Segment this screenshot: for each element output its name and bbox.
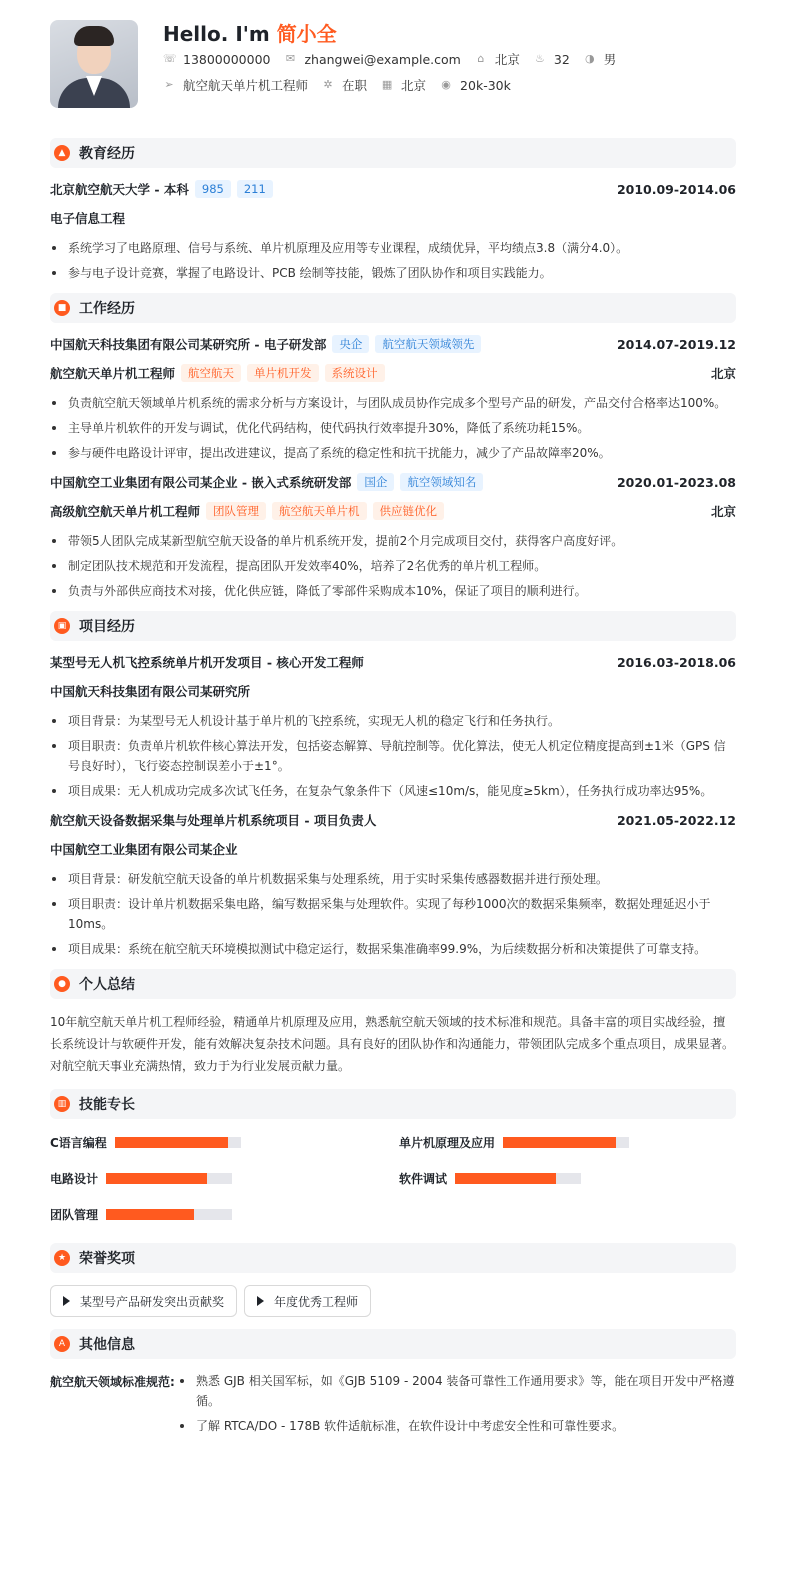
age: ♨ 32 (534, 51, 570, 67)
role-tag: 单片机开发 (247, 364, 319, 382)
skill-name: C语言编程 (50, 1135, 107, 1150)
project-bullets (50, 869, 736, 959)
skill-item (399, 1131, 736, 1153)
skill-item (50, 1131, 399, 1153)
company-tag: 国企 (357, 473, 394, 491)
list-item: 系统学习了电路原理、信号与系统、单片机原理及应用等专业课程，成绩优异，平均绩点3.8（满分4.0）。 (50, 238, 736, 258)
project-name: 航空航天设备数据采集与处理单片机系统项目 - 项目负责人 (50, 813, 377, 828)
medal-icon: ★ (54, 1250, 70, 1266)
company-name: 中国航天科技集团有限公司某研究所 - 电子研发部 (50, 337, 327, 352)
gender: ◑ 男 (584, 52, 617, 67)
list-item: 制定团队技术规范和开发流程，提高团队开发效率40%，培养了2名优秀的单片机工程师。 (50, 556, 736, 576)
skill-bar-fill (115, 1137, 228, 1148)
greeting: Hello. I'm 简小全 (163, 22, 337, 46)
other-bullets (178, 1371, 736, 1441)
role-title: 航空航天单片机工程师 (50, 366, 176, 381)
gender-icon: ◑ (584, 52, 595, 65)
skill-bar (106, 1173, 232, 1184)
honor-item[interactable]: 某型号产品研发突出贡献奖 (50, 1285, 237, 1317)
text-icon: A (54, 1336, 70, 1352)
major: 电子信息工程 (50, 211, 126, 226)
other-key: 航空航天领域标准规范: (50, 1375, 175, 1389)
section-skills: ▥ 技能专长 (50, 1089, 736, 1119)
status-icon: ✲ (323, 78, 333, 91)
section-education: ▲ 教育经历 (50, 138, 736, 168)
project-name: 某型号无人机飞控系统单片机开发项目 - 核心开发工程师 (50, 655, 364, 670)
skill-bar-fill (106, 1173, 207, 1184)
grid-icon: ▣ (54, 618, 70, 634)
role-title: 高级航空航天单片机工程师 (50, 504, 201, 519)
work-date: 2020.01-2023.08 (616, 474, 736, 490)
list-item: 项目成果：系统在航空航天环境模拟测试中稳定运行，数据采集准确率99.9%，为后续数据分析和决策提供了可靠支持。 (50, 939, 736, 959)
email: ✉ zhangwei@example.com (285, 51, 461, 67)
education-bullets (50, 238, 736, 283)
skill-bar-fill (455, 1173, 556, 1184)
role-tag: 团队管理 (206, 502, 266, 520)
skill-name: 团队管理 (50, 1207, 99, 1222)
education-date: 2010.09-2014.06 (616, 181, 736, 197)
play-icon (257, 1296, 264, 1306)
work-city: 北京 (710, 504, 736, 519)
list-item: 项目背景：为某型号无人机设计基于单片机的飞控系统，实现无人机的稳定飞行和任务执行。 (50, 711, 736, 731)
person-icon: ● (54, 976, 70, 992)
skill-name: 单片机原理及应用 (399, 1135, 496, 1150)
company-tag: 航空航天领域领先 (375, 335, 481, 353)
skill-item (50, 1203, 399, 1225)
work-entry (50, 335, 736, 463)
section-summary: ● 个人总结 (50, 969, 736, 999)
section-work: ■ 工作经历 (50, 293, 736, 323)
job-title: ➢ 航空航天单片机工程师 (164, 78, 309, 93)
project-bullets (50, 711, 736, 801)
graduation-cap-icon: ▲ (54, 145, 70, 161)
building-icon: ▦ (381, 78, 393, 91)
project-org: 中国航空工业集团有限公司某企业 (50, 842, 238, 857)
skill-bar-fill (106, 1209, 194, 1220)
mail-icon: ✉ (285, 52, 296, 65)
skill-item (50, 1167, 399, 1189)
project-entry (50, 653, 736, 801)
company-name: 中国航空工业集团有限公司某企业 - 嵌入式系统研发部 (50, 475, 352, 490)
list-item: 参与硬件电路设计评审，提出改进建议，提高了系统的稳定性和抗干扰能力，减少了产品故障率20%。 (50, 443, 736, 463)
skill-bar (455, 1173, 581, 1184)
honors-list (50, 1285, 736, 1317)
skill-bar-fill (503, 1137, 616, 1148)
project-date: 2021.05-2022.12 (616, 812, 736, 828)
job-row (163, 72, 736, 98)
work-date: 2014.07-2019.12 (616, 336, 736, 352)
work-city: ▦ 北京 (381, 78, 427, 93)
summary-text: 10年航空航天单片机工程师经验，精通单片机原理及应用，熟悉航空航天领域的技术标准和规范。具备丰富的项目实战经验，擅长系统设计与软硬件开发，能有效解决复杂技术问题。具有良好的团队协作和沟通能力，带领团队完成多个重点项目，成果显著。对航空航天事业充满热情，致力于为行业发展贡献力量。 (50, 1015, 735, 1073)
resume-header (50, 18, 736, 124)
bar-chart-icon: ▥ (54, 1096, 70, 1112)
project-entry (50, 811, 736, 959)
skill-bar (115, 1137, 241, 1148)
candidate-name: 简小全 (276, 22, 337, 46)
company-tag: 央企 (332, 335, 369, 353)
work-bullets (50, 531, 736, 601)
role-tag: 系统设计 (325, 364, 385, 382)
company-tag: 航空领域知名 (400, 473, 483, 491)
skill-name: 电路设计 (50, 1171, 99, 1186)
home-icon: ⌂ (477, 52, 485, 65)
role-tag: 供应链优化 (373, 502, 445, 520)
list-item: 负责航空航天领域单片机系统的需求分析与方案设计，与团队成员协作完成多个型号产品的研发，产品交付合格率达100%。 (50, 393, 736, 413)
cake-icon: ♨ (534, 52, 545, 65)
avatar (50, 20, 138, 108)
list-item: 项目成果：无人机成功完成多次试飞任务，在复杂气象条件下（风速≤10m/s，能见度≥5km），任务执行成功率达95%。 (50, 781, 736, 801)
phone: ☏ 13800000000 (163, 51, 271, 67)
section-projects: ▣ 项目经历 (50, 611, 736, 641)
briefcase-icon: ■ (54, 300, 70, 316)
work-bullets (50, 393, 736, 463)
skills-grid (50, 1131, 736, 1225)
skill-bar (503, 1137, 629, 1148)
list-item: 项目背景：研发航空航天设备的单片机数据采集与处理系统，用于实时采集传感器数据并进行预处理。 (50, 869, 736, 889)
salary: ◉ 20k-30k (441, 77, 511, 93)
role-tag: 航空航天 (181, 364, 241, 382)
project-date: 2016.03-2018.06 (616, 654, 736, 670)
header-info (163, 18, 736, 124)
job-status: ✲ 在职 (323, 78, 368, 93)
phone-icon: ☏ (163, 52, 177, 65)
list-item: 主导单片机软件的开发与调试，优化代码结构，使代码执行效率提升30%，降低了系统功耗15%。 (50, 418, 736, 438)
coin-icon: ◉ (441, 78, 451, 91)
school-tag: 211 (237, 180, 273, 198)
skill-name: 软件调试 (399, 1171, 448, 1186)
list-item: 参与电子设计竞赛，掌握了电路设计、PCB 绘制等技能，锻炼了团队协作和项目实践能力。 (50, 263, 736, 283)
section-other: A 其他信息 (50, 1329, 736, 1359)
contact-row (163, 46, 736, 72)
list-item: 负责与外部供应商技术对接，优化供应链，降低了零部件采购成本10%，保证了项目的顺利进行。 (50, 581, 736, 601)
work-entry (50, 473, 736, 601)
section-honors: ★ 荣誉奖项 (50, 1243, 736, 1273)
list-item: 项目职责：负责单片机软件核心算法开发，包括姿态解算、导航控制等。优化算法，使无人机定位精度提高到±1米（GPS 信号良好时），飞行姿态控制误差小于±1°。 (50, 736, 736, 776)
honor-item[interactable]: 年度优秀工程师 (244, 1285, 371, 1317)
school-tag: 985 (195, 180, 231, 198)
work-city: 北京 (710, 366, 736, 381)
project-org: 中国航天科技集团有限公司某研究所 (50, 684, 251, 699)
list-item: 熟悉 GJB 相关国军标，如《GJB 5109 - 2004 装备可靠性工作通用要求》等，能在项目开发中严格遵循。 (178, 1371, 736, 1411)
school-name: 北京航空航天大学 - 本科 (50, 182, 189, 197)
skill-item (399, 1167, 736, 1189)
play-icon (63, 1296, 70, 1306)
skill-bar (106, 1209, 232, 1220)
list-item: 带领5人团队完成某新型航空航天设备的单片机系统开发，提前2个月完成项目交付，获得客户高度好评。 (50, 531, 736, 551)
education-entry (50, 180, 736, 283)
role-tag: 航空航天单片机 (272, 502, 367, 520)
other-info (50, 1371, 736, 1447)
send-icon: ➢ (164, 78, 174, 91)
list-item: 项目职责：设计单片机数据采集电路，编写数据采集与处理软件。实现了每秒1000次的数据采集频率，数据处理延迟小于10ms。 (50, 894, 736, 934)
list-item: 了解 RTCA/DO - 178B 软件适航标准，在软件设计中考虑安全性和可靠性要求。 (178, 1416, 736, 1436)
city: ⌂ 北京 (475, 50, 520, 68)
